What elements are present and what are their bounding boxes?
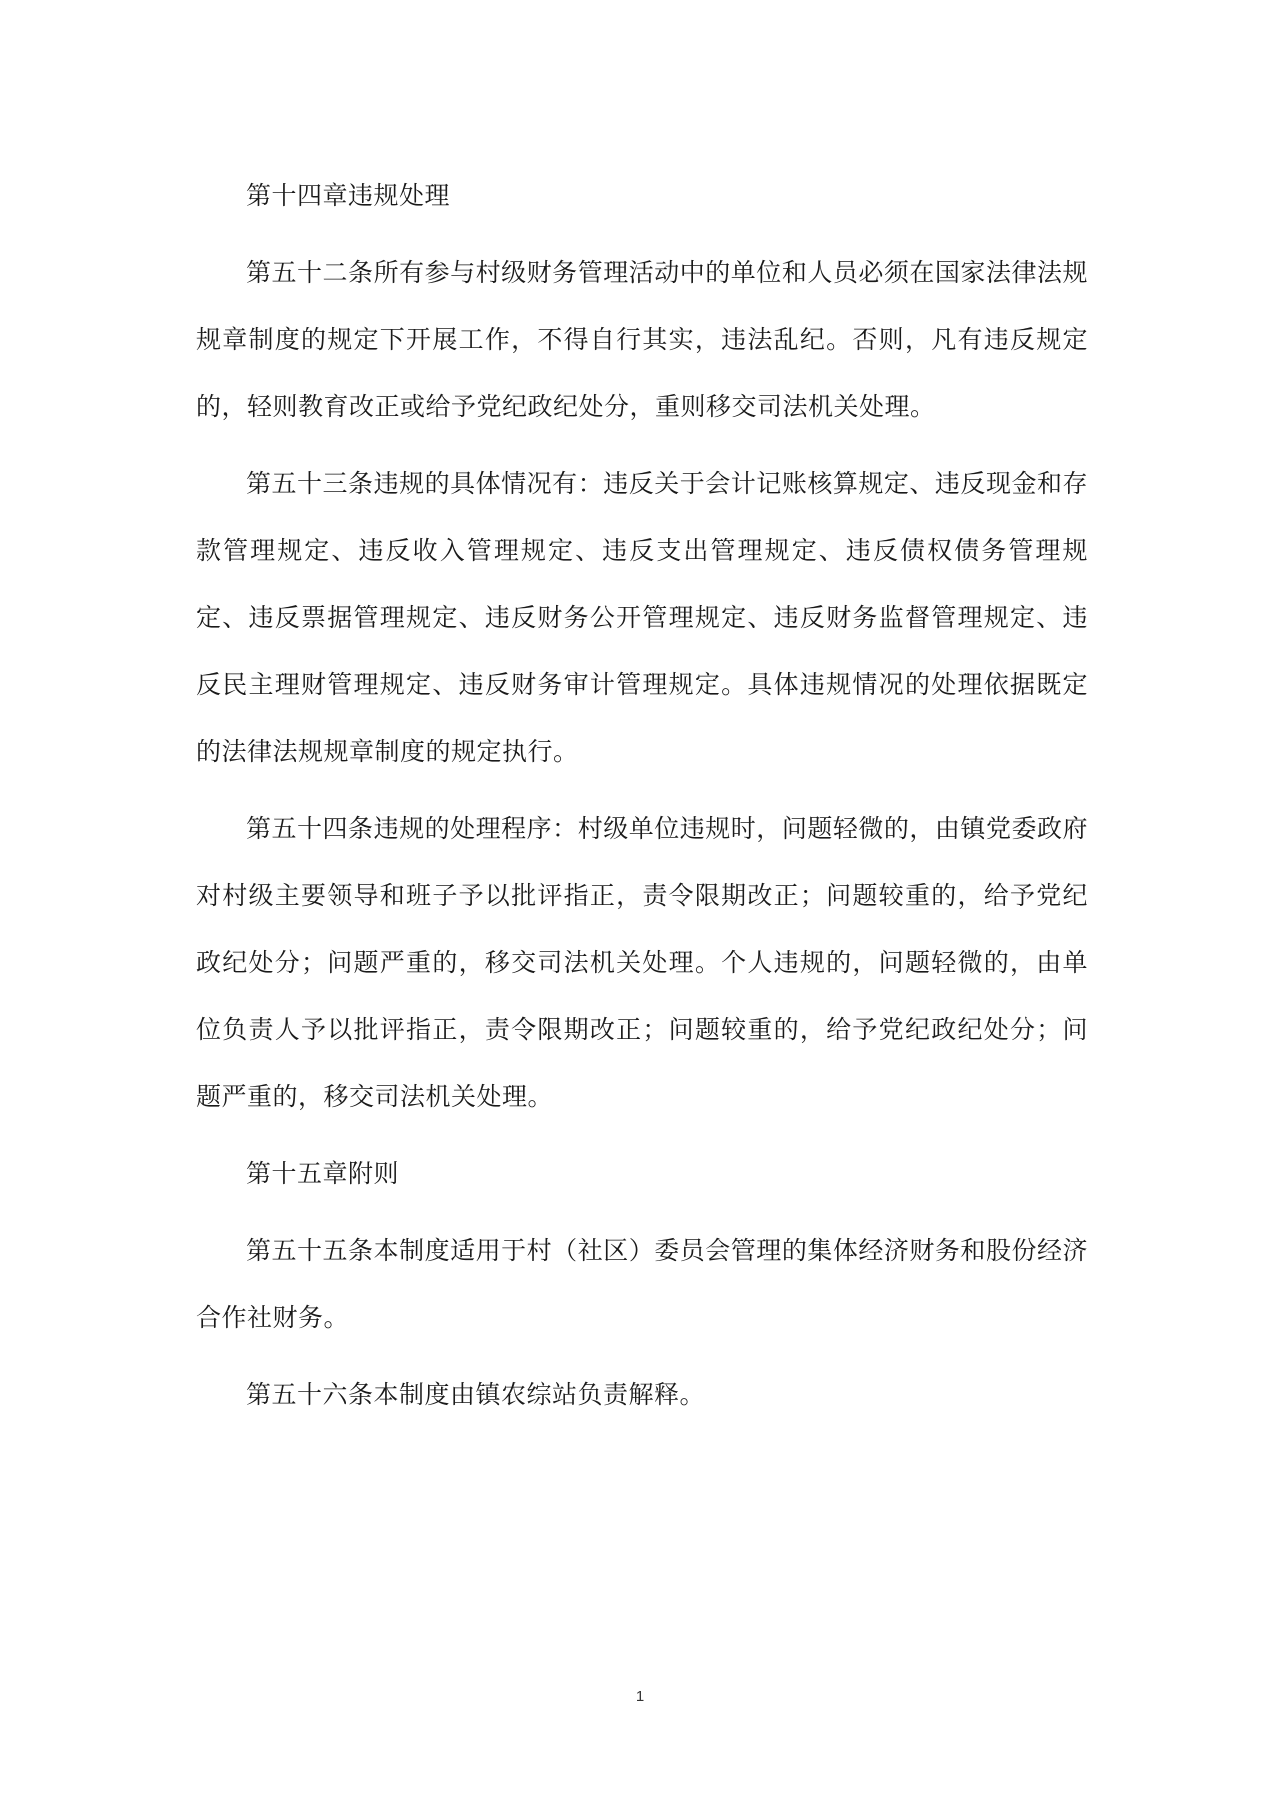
article-56: 第五十六条本制度由镇农综站负责解释。 <box>246 1380 706 1409</box>
chapter-heading-14: 第十四章违规处理 <box>246 181 451 210</box>
page-number: 1 <box>635 1688 645 1705</box>
article-54: 第五十四条违规的处理程序：村级单位违规时，问题轻微的，由镇党委政府对村级主要领导和班子予以批评指正，责令限期改正；问题较重的，给予党纪政纪处分；问题严重的，移交司法机关处理。个人违规的，问题轻微的，由单位负责人予以批评指正，责令限期改正；问题较重的，给予党纪政纪处分；问题严重的，移交司法机关处理。 <box>196 814 1088 1111</box>
document-body <box>196 162 1088 1438</box>
article-53: 第五十三条违规的具体情况有：违反关于会计记账核算规定、违反现金和存款管理规定、违反收入管理规定、违反支出管理规定、违反债权债务管理规定、违反票据管理规定、违反财务公开管理规定、违反财务监督管理规定、违反民主理财管理规定、违反财务审计管理规定。具体违规情况的处理依据既定的法律法规规章制度的规定执行。 <box>196 469 1088 766</box>
chapter-heading-15: 第十五章附则 <box>246 1159 400 1188</box>
article-52: 第五十二条所有参与村级财务管理活动中的单位和人员必须在国家法律法规规章制度的规定下开展工作，不得自行其实，违法乱纪。否则，凡有违反规定的，轻则教育改正或给予党纪政纪处分，重则移交司法机关处理。 <box>196 258 1088 421</box>
article-55: 第五十五条本制度适用于村（社区）委员会管理的集体经济财务和股份经济合作社财务。 <box>196 1236 1088 1332</box>
